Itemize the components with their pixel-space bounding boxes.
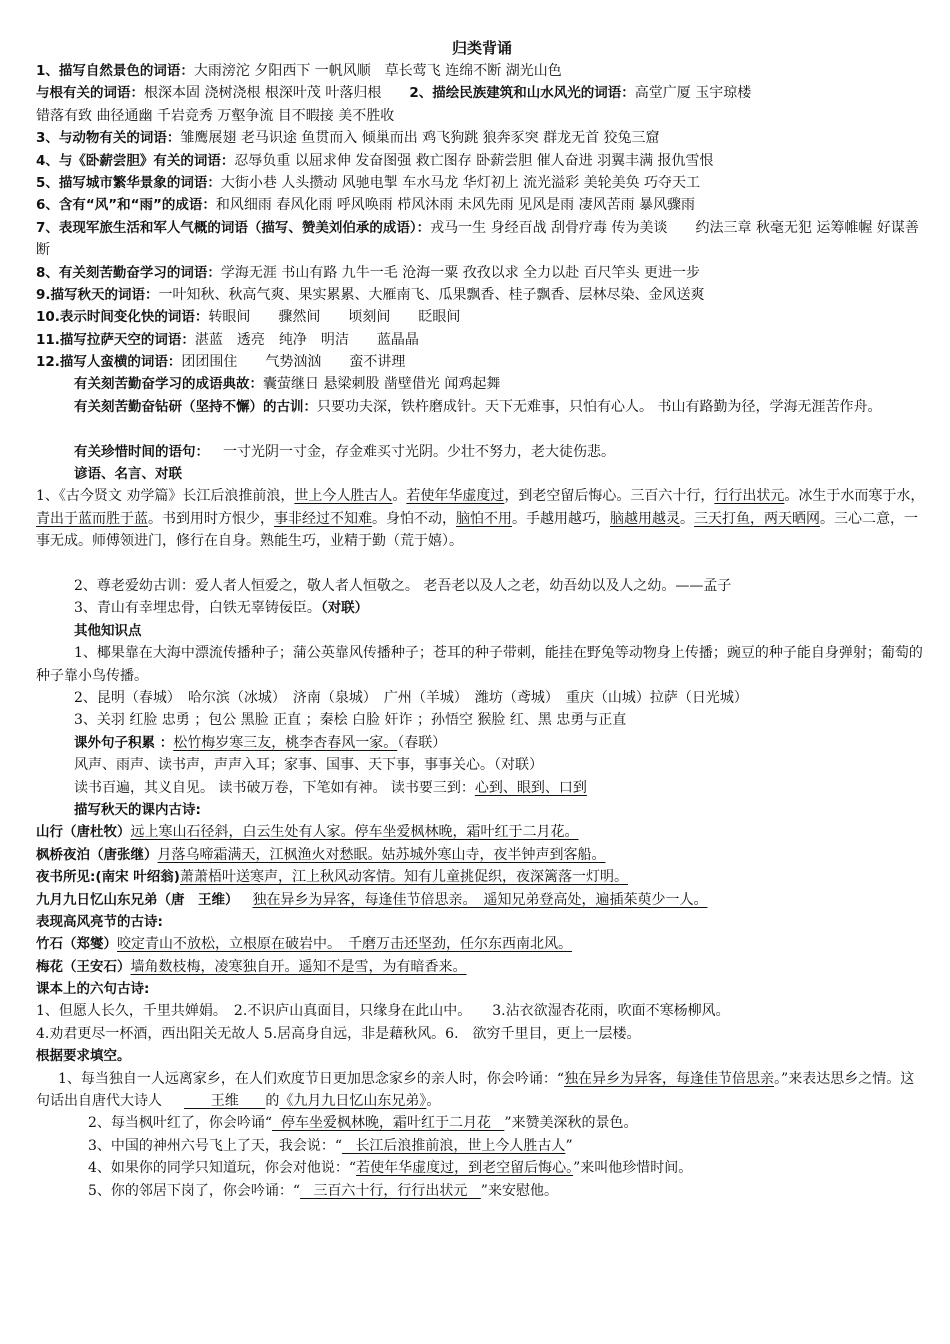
fill-question-5: 5、你的邻居下岗了，你会吟诵：“ 三百六十行，行行出状元 ”来安慰他。 bbox=[36, 1180, 928, 1202]
category-text: 高堂广厦 玉宇琼楼 bbox=[634, 85, 752, 102]
text-fragment: 。冰生于水而寒于水， bbox=[784, 488, 925, 505]
category-label: 6、含有“风”和“雨”的成语： bbox=[36, 197, 216, 214]
answer-blank: 长江后浪推前浪，世上今人胜古人 bbox=[355, 1137, 566, 1154]
underlined-phrase: 脑越用越灵 bbox=[610, 510, 680, 527]
category-line-2-cont bbox=[36, 105, 928, 127]
category-line-1 bbox=[36, 60, 928, 82]
category-text: 一叶知秋、秋高气爽、果实累累、大雁南飞、瓜果飘香、桂子飘香、层林尽染、金风送爽 bbox=[158, 286, 705, 303]
category-line-7 bbox=[36, 217, 928, 262]
underlined-phrase: 事非经过不知难 bbox=[274, 510, 372, 527]
text-fragment: ，到老空留后悔心。三百六十行， bbox=[504, 488, 715, 505]
category-label: 3、与动物有关的词语： bbox=[36, 130, 181, 147]
category-text: 大街小巷 人头攒动 风驰电掣 车水马龙 华灯初上 流光溢彩 美轮美奂 巧夺天工 bbox=[220, 174, 701, 191]
answer-blank: 三百六十行，行行出状元 bbox=[313, 1182, 468, 1199]
category-line-4 bbox=[36, 150, 928, 172]
study-motto-text: 只要功夫深，铁杵磨成针。天下无难事，只怕有心人。 书山有路勤为径，学海无涯苦作舟。 bbox=[317, 398, 882, 415]
proverbs-paragraph-3: 3、青山有幸埋忠骨，白铁无辜铸佞臣。（对联） bbox=[74, 600, 369, 617]
category-line-12 bbox=[36, 351, 928, 373]
category-text: 戎马一生 身经百战 刮骨疗毒 传为美谈 约法三章 秋毫无犯 运筹帷幄 好谋善断 bbox=[36, 219, 919, 259]
text-fragment: 。 bbox=[680, 510, 694, 527]
fill-heading: 根据要求填空。 bbox=[36, 1048, 131, 1065]
category-line-6 bbox=[36, 194, 928, 216]
category-label: 1、描写自然景色的词语： bbox=[36, 63, 194, 79]
category-label: 8、有关刻苦勤奋学习的词语： bbox=[36, 264, 221, 281]
answer-blank: 若使年华虚度过，到老空留后悔心。 bbox=[356, 1160, 574, 1177]
underlined-phrase: 青出于蓝而胜于蓝 bbox=[36, 510, 148, 527]
text-fragment: 。 bbox=[392, 488, 407, 505]
category-line-3 bbox=[36, 127, 928, 149]
category-label: 12.描写人蛮横的词语： bbox=[36, 354, 182, 371]
text-fragment: 。手越用越巧， bbox=[512, 510, 610, 527]
category-line-root bbox=[36, 82, 928, 104]
study-idioms-label: 有关刻苦勤奋学习的成语典故： bbox=[74, 376, 263, 393]
text-fragment: 。身怕不动， bbox=[372, 510, 456, 527]
autumn-poems-heading: 描写秋天的课内古诗: bbox=[74, 801, 201, 818]
text-fragment: 1、《古今贤文 劝学篇》长江后浪推前浪， bbox=[36, 488, 295, 505]
other-knowledge-2: 2、昆明（春城） 哈尔滨（冰城） 济南（泉城） 广州（羊城） 潍坊（鸢城） 重庆（山城）拉萨（日光城） bbox=[74, 690, 748, 707]
study-motto bbox=[36, 396, 928, 441]
other-knowledge-1: 1、椰果靠在大海中漂流传播种子；蒲公英靠风传播种子；苍耳的种子带刺，能挂在野兔等动物身上传播；豌豆的种子能自身弹射；葡萄的种子靠小鸟传播。 bbox=[36, 645, 923, 684]
study-idioms bbox=[36, 373, 928, 395]
study-time-label: 有关珍惜时间的语句： bbox=[74, 443, 209, 460]
six-lines-row-1: 1、但愿人长久，千里共婵娟。 2.不识庐山真面目，只缘身在此山中。 3.沾衣欲湿杏花雨，吹面不寒杨柳风。 bbox=[36, 1003, 730, 1020]
other-heading: 其他知识点 bbox=[74, 622, 142, 639]
extra-heading: 课外句子积累 ： bbox=[74, 734, 174, 751]
six-lines-row-2: 4.劝君更尽一杯酒，西出阳关无故人 5.居高身自远，非是藉秋风。6. 欲穷千里目，更上一层楼。 bbox=[36, 1025, 641, 1042]
poem-line: 竹石（郑燮）咬定青山不放松，立根原在破岩中。 千磨万击还坚劲，任尔东西南北风。 bbox=[36, 936, 572, 953]
six-lines-heading: 课本上的六句古诗: bbox=[36, 981, 150, 998]
underlined-phrase: 若使年华虚度过 bbox=[406, 488, 505, 505]
category-line-5 bbox=[36, 172, 928, 194]
fill-question-4: 4、如果你的同学只知道玩，你会对他说：“若使年华虚度过，到老空留后悔心。”来叫他珍惜时间。 bbox=[88, 1160, 693, 1177]
category-text: 团团围住 气势汹汹 蛮不讲理 bbox=[181, 354, 406, 371]
category-text: 错落有致 曲径通幽 千岩竞秀 万壑争流 目不暇接 美不胜收 bbox=[36, 107, 395, 124]
category-label: 9.描写秋天的词语： bbox=[36, 286, 159, 303]
underlined-phrase: 三天打鱼，两天晒网 bbox=[694, 510, 820, 527]
underlined-phrase: 行行出状元 bbox=[714, 488, 785, 505]
category-line-9 bbox=[36, 284, 928, 306]
category-line-10 bbox=[36, 306, 928, 328]
text-fragment: 。三心二意，一事无成。师傅领进门，修行在自身。熟能生巧，业精于勤（荒于嬉）。 bbox=[36, 510, 918, 550]
integrity-poems-heading: 表现高风亮节的古诗: bbox=[36, 913, 163, 930]
category-text: 转眼间 骤然间 顷刻间 眨眼间 bbox=[208, 309, 461, 326]
category-line-8 bbox=[36, 262, 928, 284]
category-text: 雏鹰展翅 老马识途 鱼贯而入 倾巢而出 鸡飞狗跳 狼奔豕突 群龙无首 狡兔三窟 bbox=[180, 130, 660, 147]
underlined-phrase: 世上今人胜古人 bbox=[294, 488, 393, 505]
extra-sentence-2: 风声、雨声、读书声，声声入耳；家事、国事、天下事，事事关心。（对联） bbox=[74, 757, 543, 774]
fill-question-2: 2、每当枫叶红了，你会吟诵“ 停车坐爱枫林晚，霜叶红于二月花 ”来赞美深秋的景色。 bbox=[36, 1112, 928, 1134]
category-label: 5、描写城市繁华景象的词语： bbox=[36, 174, 221, 191]
category-label: 4、与《卧薪尝胆》有关的词语： bbox=[36, 152, 235, 169]
category-line-11 bbox=[36, 329, 928, 351]
poem-line: 九月九日忆山东兄弟（唐 王维） 独在异乡为异客，每逢佳节倍思亲。 遥知兄弟登高处，遍插茱萸少一人。 bbox=[36, 891, 708, 908]
category-label: 7、表现军旅生活和军人气概的词语（描写、赞美刘伯承的成语）： bbox=[36, 219, 431, 236]
answer-blank: 独在异乡为异客，每逢佳节倍思亲 bbox=[564, 1070, 775, 1087]
poem-line: 枫桥夜泊（唐张继）月落乌啼霜满天，江枫渔火对愁眠。姑苏城外寒山寺，夜半钟声到客船。 bbox=[36, 846, 606, 863]
study-idioms-text: 囊萤继日 悬梁刺股 凿壁借光 闻鸡起舞 bbox=[263, 376, 501, 393]
answer-blank: 《九月九日忆山东兄弟》 bbox=[279, 1093, 427, 1110]
category-text: 忍辱负重 以屈求伸 发奋图强 救亡图存 卧薪尝胆 催人奋进 羽翼丰满 报仇雪恨 bbox=[234, 152, 714, 169]
poem-line: 夜书所见:(南宋 叶绍翁)萧萧梧叶送寒声，江上秋风动客情。知有儿童挑促织，夜深篱落一灯明。 bbox=[36, 869, 628, 886]
category-label: 2、描绘民族建筑和山水风光的词语： bbox=[409, 85, 635, 102]
category-text: 根深本固 浇树浇根 根深叶茂 叶落归根 bbox=[144, 85, 382, 102]
extra-sentence-1: 课外句子积累 ：松竹梅岁寒三友，桃李杏春风一家。（春联） bbox=[74, 734, 447, 751]
fill-question-3: 3、中国的神州六号飞上了天，我会说：“ 长江后浪推前浪，世上今人胜古人” bbox=[36, 1135, 928, 1157]
proverbs-paragraph-1 bbox=[36, 485, 928, 575]
study-time-text: 一寸光阴一寸金，存金难买寸光阴。少壮不努力，老大徒伤悲。 bbox=[223, 443, 615, 460]
couplet-tag: （对联） bbox=[320, 600, 369, 617]
answer-blank: 停车坐爱枫林晚，霜叶红于二月花 bbox=[280, 1115, 491, 1132]
poem-line: 山行（唐杜牧）远上寒山石径斜，白云生处有人家。停车坐爱枫林晚，霜叶红于二月花。 bbox=[36, 824, 579, 841]
fill-question-1: 1、每当独自一人远离家乡，在人们欢度节日更加思念家乡的亲人时，你会吟诵：“独在异乡为异客，每逢佳节倍思亲。”来表达思乡之情。这句话出自唐代大诗人 王维 的《九月九日忆山东兄弟》。 bbox=[36, 1068, 928, 1113]
category-text: 学海无涯 书山有路 九牛一毛 沧海一粟 孜孜以求 全力以赴 百尺竿头 更进一步 bbox=[220, 264, 701, 281]
category-text: 和风细雨 春风化雨 呼风唤雨 栉风沐雨 未风先雨 见风是雨 凄风苦雨 暴风骤雨 bbox=[215, 197, 696, 214]
proverbs-heading: 谚语、名言、对联 bbox=[74, 466, 182, 483]
extra-sentence-3: 读书百遍，其义自见。 读书破万卷，下笔如有神。 读书要三到：心到、眼到、口到 bbox=[74, 779, 587, 796]
text-fragment: 。书到用时方恨少， bbox=[148, 510, 274, 527]
poem-line: 梅花（王安石）墙角数枝梅，凌寒独自开。遥知不是雪，为有暗香来。 bbox=[36, 958, 467, 975]
category-text: 大雨滂沱 夕阳西下 一帆风顺 草长莺飞 连绵不断 湖光山色 bbox=[193, 63, 562, 79]
proverbs-paragraph-2: 2、尊老爱幼古训：爱人者人恒爱之，敬人者人恒敬之。 老吾老以及人之老，幼吾幼以及人之幼。——孟子 bbox=[74, 578, 732, 595]
page-title: 归类背诵 bbox=[451, 39, 512, 57]
category-text: 湛蓝 透亮 纯净 明洁 蓝晶晶 bbox=[194, 331, 419, 348]
study-motto-label: 有关刻苦勤奋钻研（坚持不懈）的古训： bbox=[74, 398, 317, 415]
study-time bbox=[36, 441, 928, 463]
answer-blank: 王维 bbox=[210, 1093, 239, 1110]
category-label: 与根有关的词语： bbox=[36, 85, 144, 102]
underlined-phrase: 脑怕不用 bbox=[456, 510, 512, 527]
other-knowledge-3: 3、关羽 红脸 忠勇 ；包公 黑脸 正直 ；秦桧 白脸 奸诈 ；孙悟空 猴脸 红、黑 忠勇与正直 bbox=[74, 712, 627, 729]
category-label: 10.表示时间变化快的词语： bbox=[36, 309, 209, 326]
category-label: 11.描写拉萨天空的词语： bbox=[36, 331, 195, 348]
